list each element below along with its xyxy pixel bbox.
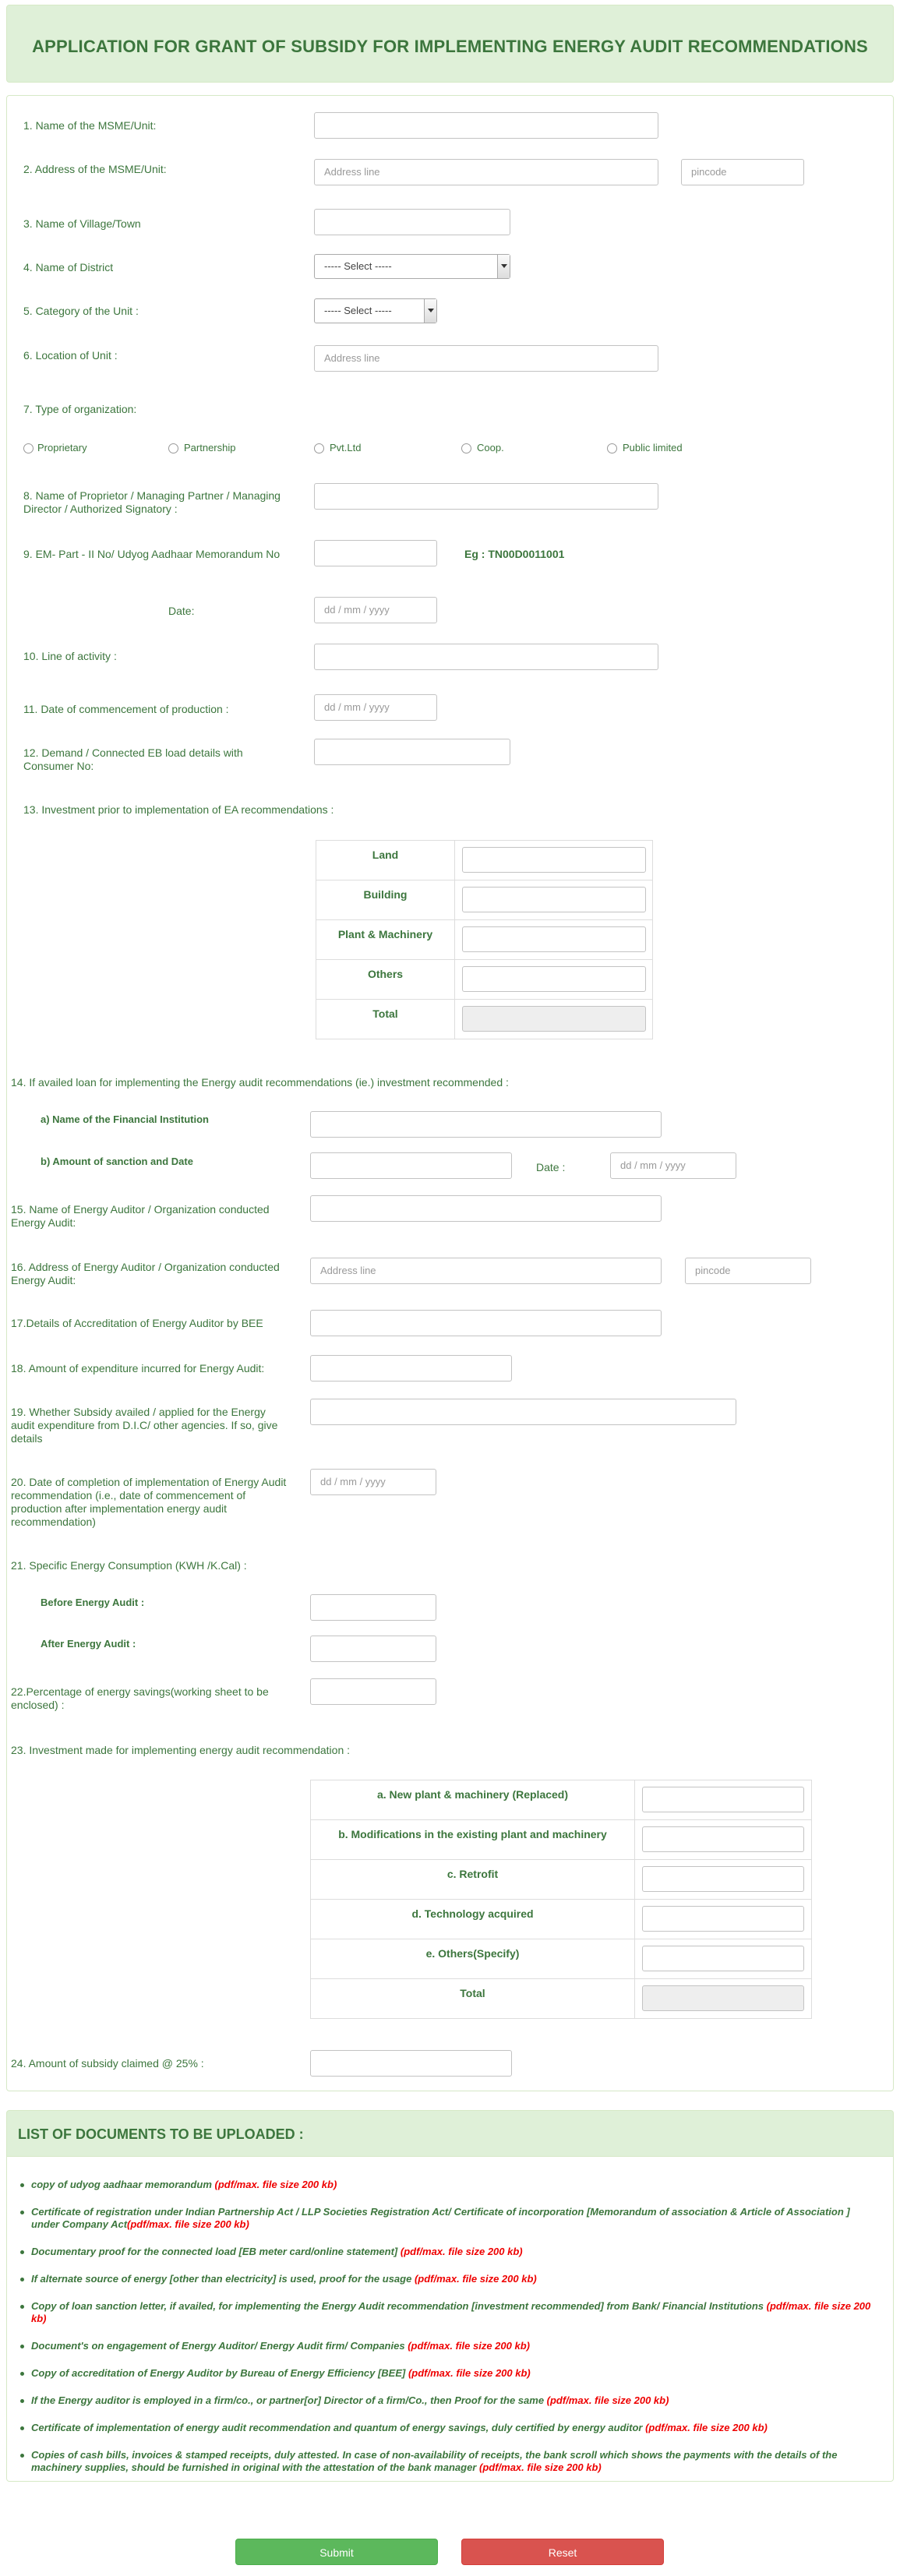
- file-size-note: (pdf/max. file size 200 kb): [478, 2461, 602, 2473]
- documents-header: [6, 2110, 894, 2157]
- investment-made-others-label: e. Others(Specify): [311, 1939, 635, 1979]
- subsidy-claimed-input[interactable]: [310, 2050, 512, 2077]
- q14-label: 14. If availed loan for implementing the Energy audit recommendations (ie.) investment recommended :: [11, 1076, 509, 1089]
- q21-label: 21. Specific Energy Consumption (KWH /K.Cal) :: [11, 1559, 247, 1572]
- list-item: [31, 2422, 873, 2434]
- sanction-amount-input[interactable]: [310, 1152, 512, 1179]
- list-item: [31, 2394, 873, 2407]
- file-size-note: (pdf/max. file size 200 kb): [408, 2340, 530, 2352]
- list-item: [31, 2179, 873, 2191]
- q3-label: 3. Name of Village/Town: [23, 217, 141, 230]
- investment-made-retrofit-label: c. Retrofit: [311, 1860, 635, 1900]
- q2-label: 2. Address of the MSME/Unit:: [23, 163, 167, 175]
- energy-auditor-pincode-input[interactable]: pincode: [685, 1258, 811, 1284]
- chevron-down-icon: [424, 299, 436, 323]
- q21-after-label: After Energy Audit :: [41, 1638, 136, 1650]
- proprietor-name-input[interactable]: [314, 483, 658, 510]
- sec-before-input[interactable]: [310, 1594, 436, 1621]
- q8-label: 8. Name of Proprietor / Managing Partner / Managing Director / Authorized Signatory :: [23, 489, 281, 515]
- reset-button[interactable]: Reset: [461, 2539, 664, 2565]
- document-text: Copies of cash bills, invoices & stamped receipts, duly attested. In case of non-availability of receipts, the bank scroll which shows the payments with the details of the machinery supplies, should be furnished in original with the attestation of the bank manager: [31, 2449, 838, 2473]
- investment-made-total-input: [642, 1985, 804, 2011]
- q23-label: 23. Investment made for implementing energy audit recommendation :: [11, 1744, 351, 1756]
- msme-address-input[interactable]: Address line: [314, 159, 658, 185]
- table-row: [316, 960, 653, 1000]
- q21-before-label: Before Energy Audit :: [41, 1597, 145, 1608]
- documents-title: LIST OF DOCUMENTS TO BE UPLOADED :: [18, 2126, 304, 2142]
- document-text: Certificate of registration under Indian Partnership Act / LLP Societies Registration Act/ Certificate of incorporation [Memorandum of association & Article of Association ] under Company Act: [31, 2206, 850, 2230]
- document-text: Documentary proof for the connected load [EB meter card/online statement]: [31, 2246, 401, 2257]
- q22-label: 22.Percentage of energy savings(working sheet to be enclosed) :: [11, 1685, 269, 1711]
- investment-made-table: [310, 1780, 812, 2019]
- sec-after-input[interactable]: [310, 1636, 436, 1662]
- page-title: APPLICATION FOR GRANT OF SUBSIDY FOR IMPLEMENTING ENERGY AUDIT RECOMMENDATIONS: [32, 37, 868, 56]
- energy-auditor-address-input[interactable]: Address line: [310, 1258, 662, 1284]
- investment-prior-plant-input[interactable]: [462, 926, 646, 952]
- udyog-aadhaar-date-input[interactable]: dd / mm / yyyy: [314, 597, 437, 623]
- org-type-label: Proprietary: [37, 442, 87, 453]
- org-type-radio-partnership[interactable]: [168, 443, 178, 453]
- q17-label: 17.Details of Accreditation of Energy Auditor by BEE: [11, 1317, 263, 1329]
- org-type-label: Pvt.Ltd: [330, 442, 362, 453]
- financial-institution-input[interactable]: [310, 1111, 662, 1138]
- file-size-note: (pdf/max. file size 200 kb): [31, 2300, 871, 2324]
- list-item: [31, 2367, 873, 2380]
- org-type-radio-public-limited[interactable]: [607, 443, 617, 453]
- document-text: If the Energy auditor is employed in a firm/co., or partner[or] Director of a firm/Co., then Proof for the same: [31, 2394, 547, 2406]
- q14b-label: b) Amount of sanction and Date: [41, 1156, 193, 1167]
- line-of-activity-input[interactable]: [314, 644, 658, 670]
- document-text: Copy of loan sanction letter, if availed, for implementing the Energy Audit recommendation [investment recommended] from Bank/ Financial Institutions: [31, 2300, 767, 2312]
- document-text: If alternate source of energy [other than electricity] is used, proof for the usage: [31, 2273, 415, 2285]
- file-size-note: (pdf/max. file size 200 kb): [400, 2246, 523, 2257]
- document-text: Copy of accreditation of Energy Auditor by Bureau of Energy Efficiency [BEE]: [31, 2367, 408, 2379]
- form-header: [6, 5, 894, 83]
- document-text: Document's on engagement of Energy Auditor/ Energy Audit firm/ Companies: [31, 2340, 408, 2352]
- audit-expenditure-input[interactable]: [310, 1355, 512, 1382]
- udyog-aadhaar-example: Eg : TN00D0011001: [464, 548, 565, 560]
- q6-label: 6. Location of Unit :: [23, 349, 118, 362]
- energy-savings-input[interactable]: [310, 1678, 436, 1705]
- list-item: [31, 2300, 873, 2325]
- table-row: [311, 1900, 812, 1939]
- list-item: [31, 2246, 873, 2258]
- org-type-radio-pvtltd[interactable]: [314, 443, 324, 453]
- file-size-note: (pdf/max. file size 200 kb): [127, 2218, 249, 2230]
- q1-label: 1. Name of the MSME/Unit:: [23, 119, 157, 132]
- q12-label: 12. Demand / Connected EB load details with Consumer No:: [23, 746, 243, 772]
- file-size-note: (pdf/max. file size 200 kb): [214, 2179, 337, 2190]
- investment-made-technology-input[interactable]: [642, 1906, 804, 1932]
- org-type-label: Partnership: [184, 442, 236, 453]
- investment-prior-building-label: Building: [316, 880, 455, 920]
- q19-label: 19. Whether Subsidy availed / applied for the Energy audit expenditure from D.I.C/ other agencies. If so, give details: [11, 1406, 278, 1445]
- table-row: [316, 841, 653, 880]
- org-type-label: Coop.: [477, 442, 504, 453]
- investment-prior-plant-label: Plant & Machinery: [316, 920, 455, 960]
- table-row: [316, 880, 653, 920]
- investment-prior-total-input: [462, 1006, 646, 1032]
- q10-label: 10. Line of activity :: [23, 650, 117, 662]
- submit-button[interactable]: Submit: [235, 2539, 438, 2565]
- list-item: [31, 2449, 873, 2474]
- table-row: [316, 920, 653, 960]
- energy-auditor-name-input[interactable]: [310, 1195, 662, 1222]
- table-row: [311, 1860, 812, 1900]
- sanction-date-input[interactable]: dd / mm / yyyy: [610, 1152, 736, 1179]
- file-size-note: (pdf/max. file size 200 kb): [546, 2394, 669, 2406]
- investment-prior-land-input[interactable]: [462, 847, 646, 873]
- unit-category-select-value: ----- Select -----: [324, 305, 392, 316]
- table-row: [311, 1780, 812, 1820]
- file-size-note: (pdf/max. file size 200 kb): [414, 2273, 537, 2285]
- q9-label: 9. EM- Part - II No/ Udyog Aadhaar Memorandum No: [23, 548, 281, 560]
- chevron-down-icon: [497, 255, 510, 278]
- q15-label: 15. Name of Energy Auditor / Organization conducted Energy Audit:: [11, 1203, 270, 1229]
- investment-prior-others-label: Others: [316, 960, 455, 1000]
- org-type-label: Public limited: [623, 442, 683, 453]
- investment-made-new-plant-label: a. New plant & machinery (Replaced): [311, 1780, 635, 1820]
- table-row: [316, 1000, 653, 1039]
- q14-date-label: Date :: [536, 1161, 566, 1173]
- investment-prior-building-input[interactable]: [462, 887, 646, 912]
- q11-label: 11. Date of commencement of production :: [23, 703, 229, 715]
- district-select[interactable]: [314, 254, 510, 279]
- subsidy-details-input[interactable]: [310, 1399, 736, 1425]
- investment-made-modifications-label: b. Modifications in the existing plant and machinery: [311, 1820, 635, 1860]
- list-item: [31, 2340, 873, 2352]
- village-town-input[interactable]: [314, 209, 510, 235]
- bee-accreditation-input[interactable]: [310, 1310, 662, 1336]
- investment-made-retrofit-input[interactable]: [642, 1866, 804, 1892]
- document-text: copy of udyog aadhaar memorandum: [31, 2179, 215, 2190]
- q13-label: 13. Investment prior to implementation of EA recommendations :: [23, 803, 334, 816]
- q14a-label: a) Name of the Financial Institution: [41, 1113, 209, 1125]
- district-select-value: ----- Select -----: [324, 260, 392, 272]
- unit-category-select[interactable]: [314, 298, 437, 323]
- org-type-radio-proprietary[interactable]: [23, 443, 34, 453]
- q7-label: 7. Type of organization:: [23, 403, 137, 415]
- investment-prior-table: [316, 840, 653, 1039]
- list-item: [31, 2206, 873, 2231]
- file-size-note: (pdf/max. file size 200 kb): [408, 2367, 531, 2379]
- unit-location-input[interactable]: Address line: [314, 345, 658, 372]
- q9-date-label: Date:: [168, 605, 195, 617]
- q20-label: 20. Date of completion of implementation of Energy Audit recommendation (i.e., date of commencement of production after implementation energy audit recommendation): [11, 1476, 287, 1528]
- q4-label: 4. Name of District: [23, 261, 114, 273]
- table-row: [311, 1979, 812, 2019]
- investment-prior-others-input[interactable]: [462, 966, 646, 992]
- investment-prior-land-label: Land: [316, 841, 455, 880]
- investment-made-others-input[interactable]: [642, 1946, 804, 1971]
- msme-name-input[interactable]: [314, 112, 658, 139]
- q16-label: 16. Address of Energy Auditor / Organization conducted Energy Audit:: [11, 1261, 280, 1286]
- eb-load-input[interactable]: [314, 739, 510, 765]
- document-text: Certificate of implementation of energy audit recommendation and quantum of energy savings, duly certified by energy auditor: [31, 2422, 646, 2433]
- udyog-aadhaar-input[interactable]: [314, 540, 437, 566]
- investment-made-total-label: Total: [311, 1979, 635, 2019]
- investment-made-technology-label: d. Technology acquired: [311, 1900, 635, 1939]
- q18-label: 18. Amount of expenditure incurred for Energy Audit:: [11, 1362, 265, 1374]
- file-size-note: (pdf/max. file size 200 kb): [645, 2422, 768, 2433]
- production-date-input[interactable]: dd / mm / yyyy: [314, 694, 437, 721]
- completion-date-input[interactable]: dd / mm / yyyy: [310, 1469, 436, 1495]
- msme-pincode-input[interactable]: pincode: [681, 159, 804, 185]
- q5-label: 5. Category of the Unit :: [23, 305, 139, 317]
- investment-prior-total-label: Total: [316, 1000, 455, 1039]
- org-type-radio-coop[interactable]: [461, 443, 471, 453]
- table-row: [311, 1939, 812, 1979]
- investment-made-new-plant-input[interactable]: [642, 1787, 804, 1812]
- list-item: [31, 2273, 873, 2285]
- table-row: [311, 1820, 812, 1860]
- investment-made-modifications-input[interactable]: [642, 1826, 804, 1852]
- q24-label: 24. Amount of subsidy claimed @ 25% :: [11, 2057, 204, 2070]
